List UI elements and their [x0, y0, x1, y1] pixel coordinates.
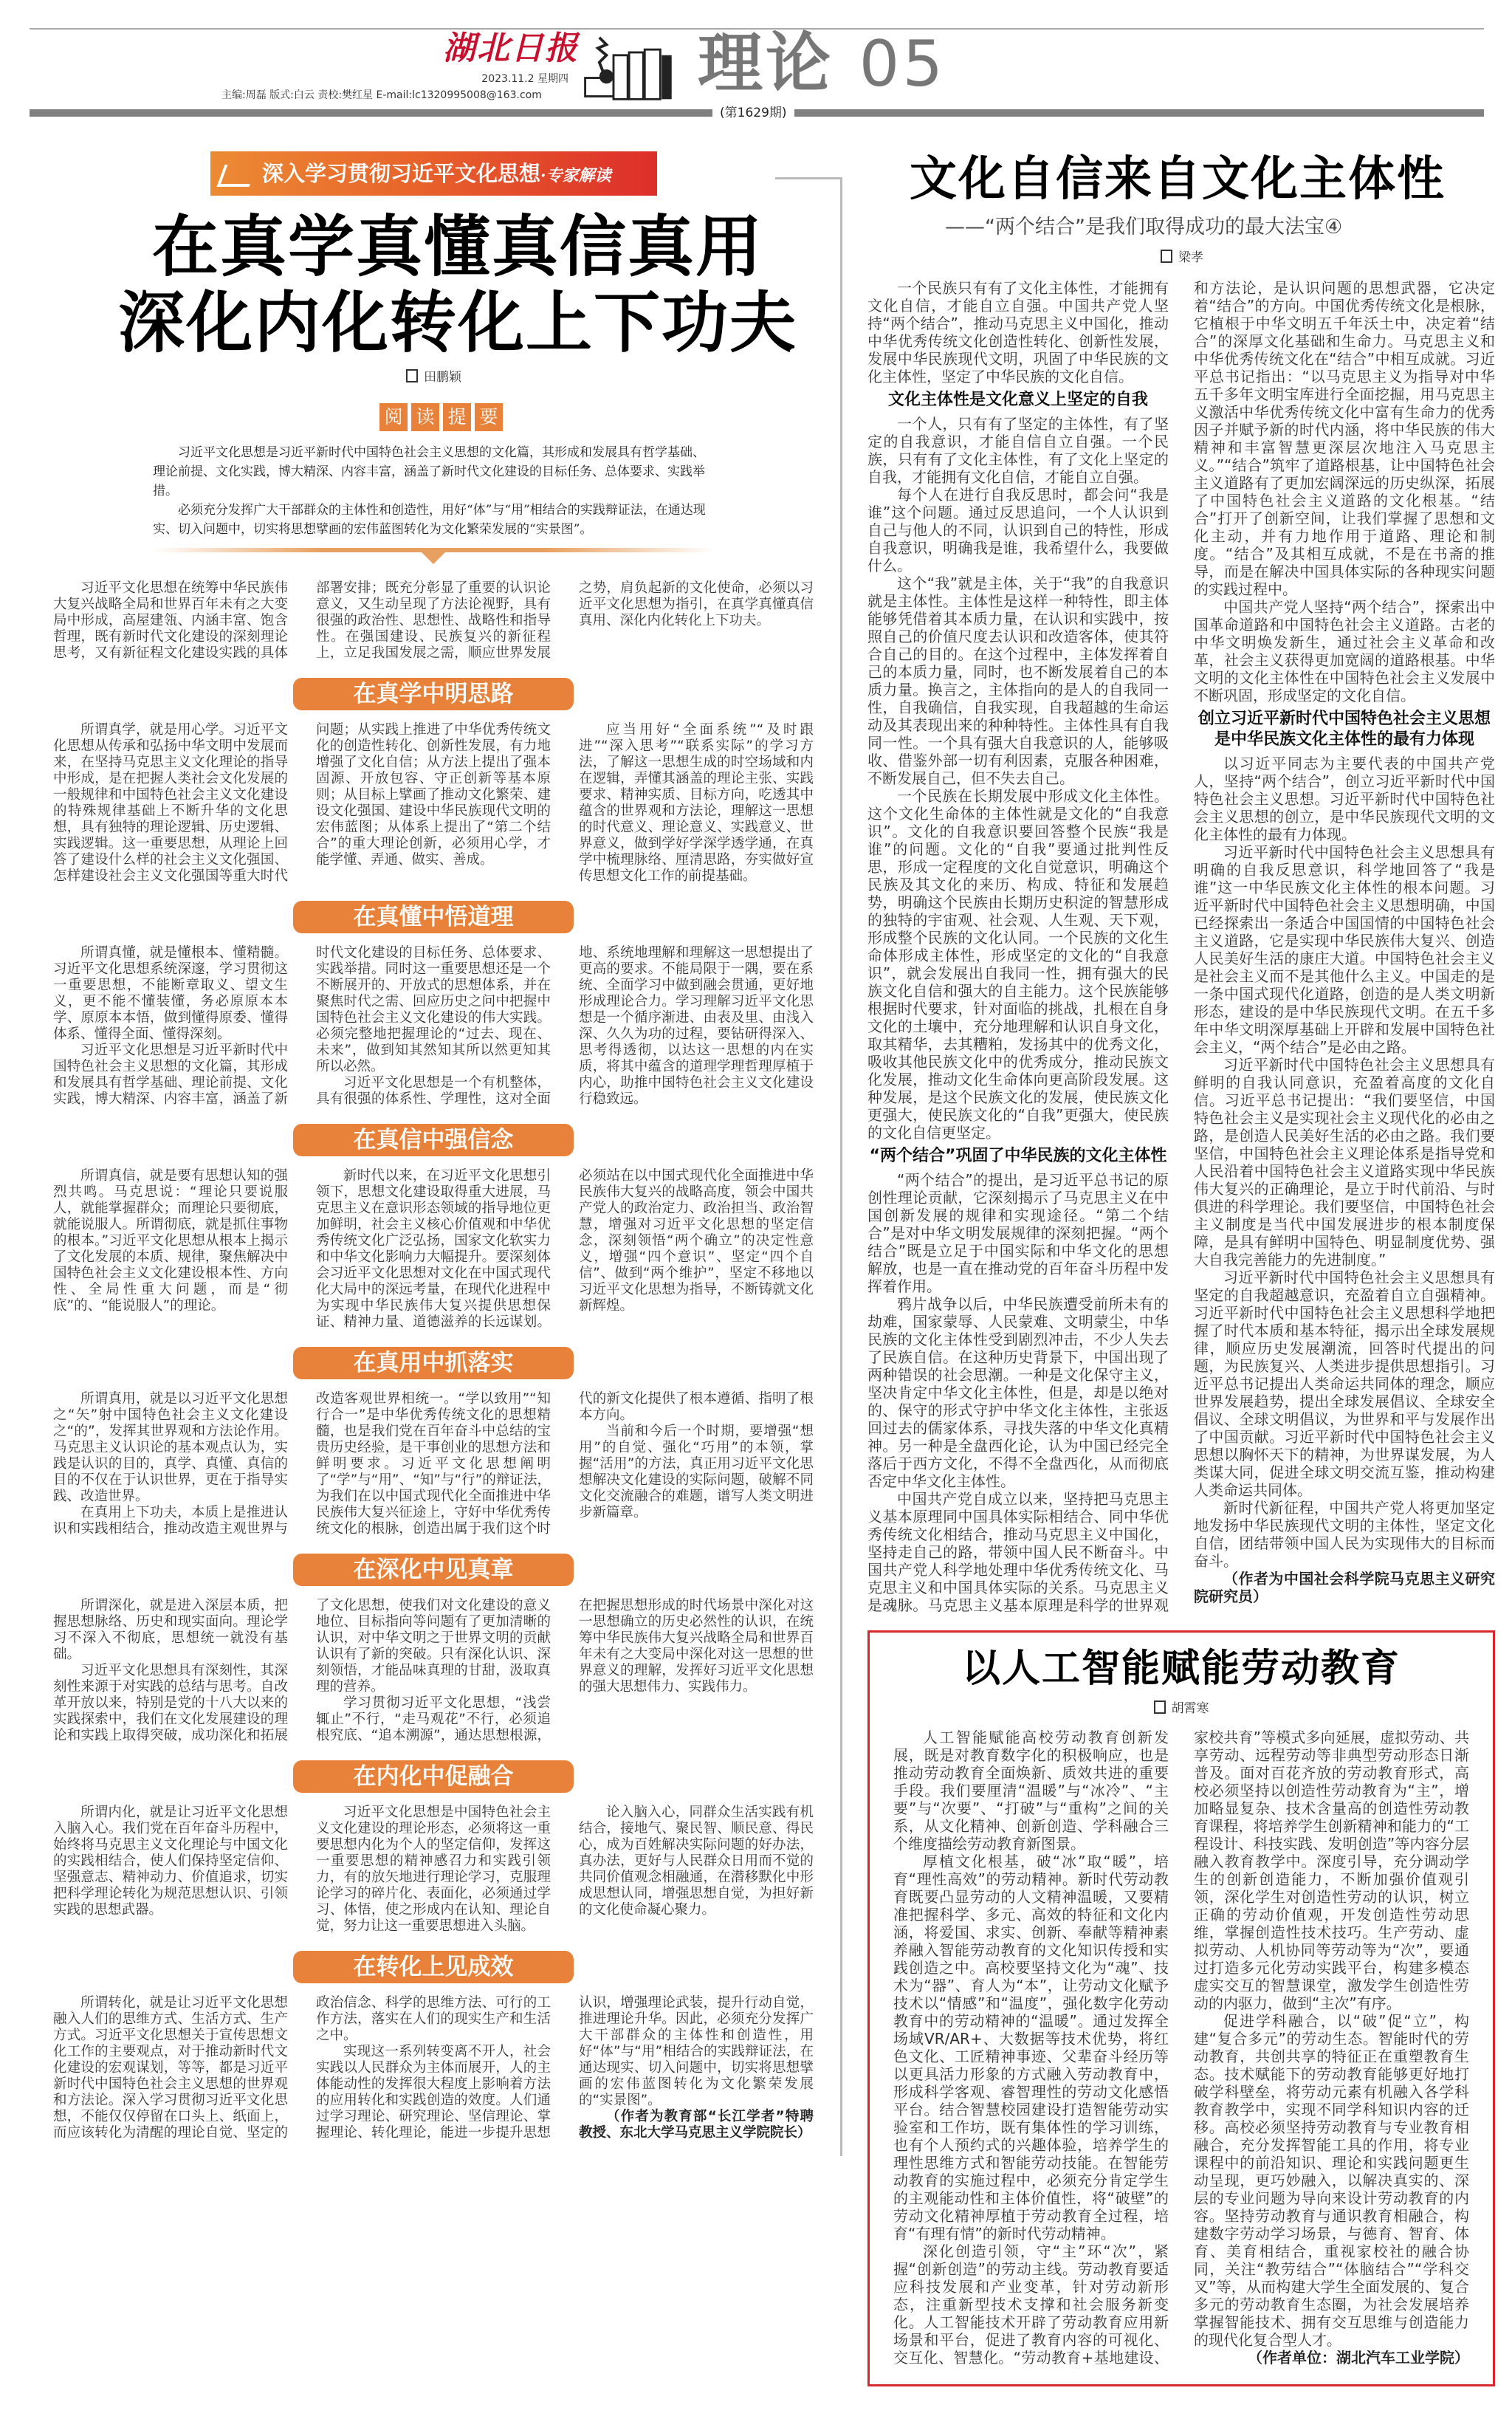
- paragraph: 鸦片战争以后，中华民族遭受前所未有的劫难，国家蒙辱、人民蒙难、文明蒙尘，中华民族的文化主体性受到剧烈冲击，不少人失去了民族自信。在这种历史背景下，中国出现了两种错误的社会思潮。一种是文化保守主义，坚决肯定中华文化主体性，但是，却是以绝对的、保守的形式守护中华文化主体性，主张返回过去的儒家体系，寻找失落的中华文化真精神。另一种是全盘西化论，认为中国已经完全落后于西方文化，不得不全盘西化，从而彻底否定中华文化主体性。: [867, 1295, 1169, 1490]
- paragraph: 一个人，只有有了坚定的主体性，有了坚定的自我意识，才能自信自立自强。一个民族，只有有了文化主体性，有了文化上坚定的自我，才能拥有文化自信，才能自立自强。: [867, 415, 1169, 486]
- book-icon: [217, 165, 258, 187]
- issue-date: 2023.11.2 星期四: [481, 73, 568, 85]
- paragraph: 在真用上下功夫，本质上是推进认识和实践相结合，推动改造主观世界与改造客观世界相统一。“学以致用”“知行合一”是中华优秀传统文化的思想精髓，也是我们党在百年奋斗中总结的宝贵历史经验，是干事创业的思想方法和鲜明要求。习近平文化思想阐明了“学”与“用”、“知”与“行”的辩证法，为我们在以中国式现代化全面推进中华民族伟大复兴征途上，守好中华优秀传统文化的根脉，创造出属于我们这个时代的新文化提供了根本遵循、指明了根本方向。: [53, 1391, 814, 1537]
- author-attribution: （作者为教育部“长江学者”特聘教授、东北大学马克思主义学院院长）: [579, 2109, 814, 2141]
- section-heading: 在真懂中悟道理: [293, 901, 574, 933]
- author-attribution: （作者单位：湖北汽车工业学院）: [1248, 2349, 1469, 2367]
- summary-label-char: 阅: [379, 403, 408, 431]
- paragraph: 新时代以来，在习近平文化思想引领下，思想文化建设取得重大进展，马克思主义在意识形态领域的指导地位更加鲜明，社会主义核心价值观和中华优秀传统文化广泛弘扬，国家文化软实力和中华文化影响力大幅提升。要深刻体会习近平文化思想对文化在中国式现代化大局中的深远考量，在现代化进程中为实现中华民族伟大复兴提供思想保证、精神力量、道德滋养的长远谋划。必须站在以中国式现代化全面推进中华民族伟大复兴的战略高度，领会中国共产党人的政治定力、政治担当、政治智慧，增强对习近平文化思想的坚定信念，深刻领悟“两个确立”的决定性意义，增强“四个意识”、坚定“四个自信”、做到“两个维护”，坚定不移地以习近平文化思想为指导，不断铸就文化新辉煌。: [316, 1168, 814, 1330]
- subheading: “两个结合”巩固了中华民族的文化主体性: [869, 1147, 1167, 1165]
- paragraph: 所谓真学，就是用心学。习近平文化思想从传承和弘扬中华文明中发展而来，在坚持马克思主义文化理论的指导中形成，是在把握人类社会文化发展的一般规律和中国特色社会主义文化建设的特殊规律基础上不断升华的文化思想，具有独特的理论逻辑、历史逻辑、实践逻辑。这一重要思想，从理论上回答了建设什么样的社会主义文化强国、怎样建设社会主义文化强国等重大时代问题；从实践上推进了中华优秀传统文化的创造性转化、创新性发展，有力地增强了文化自信；从方法上提出了强本固源、开放包容、守正创新等基本原则；从目标上擘画了推动文化繁荣、建设文化强国、建设中华民族现代文明的宏伟蓝图；从体系上提出了“第二个结合”的重大理论创新，必须用心学，才能学懂、弄通、做实、善成。: [53, 722, 551, 884]
- paragraph: 必须充分发挥广大干部群众的主体性和创造性，用好“体”与“用”相结合的实践辩证法，在通达现实、切入问题中，切实将思想擘画的宏伟蓝图转化为文化繁荣发展的“实景图”。: [153, 503, 706, 537]
- section-body: [53, 1805, 814, 1935]
- paragraph: 厚植文化根基，破“冰”取“暖”，培育“理性高效”的劳动精神。新时代劳动教育既要凸显劳动的人文精神温暖，又要精准把握科学、多元、高效的特征和文化内涵，将爱国、求实、创新、奉献等精神素养融入智能劳动教育的文化知识传授和实践创造之中。高校要坚持文化为“魂”、技术为“器”、育人为“本”，让劳动文化赋予技术以“情感”和“温度”，强化数字化劳动教育中的劳动精神的“温暖”。通过发挥全场域VR/AR+、大数据等技术优势，将红色文化、工匠精神事迹、父辈奋斗经历等以更具活力形象的方式融入劳动教育中，形成科学客观、睿智理性的劳动文化感悟平台。结合智慧校园建设打造智能劳动实验室和工作坊，既有集体性的学习训练，也有个人预约式的兴趣体验，培养学生的理性思维方式和智能劳动技能。在智能劳动教育的实施过程中，必须充分肯定学生的主观能动性和主体价值性，将“破壁”的劳动文化精神厚植于劳动教育全过程，培育“有理有情”的新时代劳动精神。: [893, 1853, 1169, 2242]
- subheading: 文化主体性是文化意义上坚定的自我: [887, 391, 1148, 409]
- paragraph: 所谓深化，就是进入深层本质，把握思想脉络、历史和现实面向。理论学习不深入不彻底，思想统一就没有基础。: [53, 1598, 288, 1662]
- paragraph: 一个民族在长期发展中形成文化主体性。这个文化生命体的主体性就是文化的“自我意识”。文化的自我意识要回答整个民族“我是谁”的问题。文化的“自我”要通过批判性反思，形成一定程度的文化自觉意识，明确这个民族及其文化的来历、构成、特征和发展趋势，明确这个民族由长期历史积淀的智慧形成的独特的宇宙观、社会观、人生观、天下观，形成整个民族的文化认同。一个民族的文化生命体形成主体性，形成坚定的文化的“自我意识”，就会发展出自我同一性，拥有强大的民族文化自信和强大的自主能力。这个民族能够根据时代要求，针对面临的挑战，扎根在自身文化的土壤中，充分地理解和认识自身文化，取其精华，去其糟粕，发扬其中的优秀文化，吸收其他民族文化中的优秀成分，推动民族文化发展，推动文化生命体向更高阶段发展。这种发展，是这个民族文化的发展，使民族文化更强大，使民族文化的“自我”更强大，使民族的文化自信更坚定。: [867, 787, 1169, 1142]
- byline: [1161, 250, 1203, 266]
- author-attribution: （作者为中国社会科学院马克思主义研究院研究员）: [1194, 1570, 1495, 1605]
- page-section-title: [698, 27, 946, 101]
- paragraph: 习近平文化思想是中国特色社会主义文化建设的理论形态，必须将这一重要思想内化为个人的坚定信仰，发挥这一重要思想的精神感召力和实践引领力，有的放矢地进行理论学习，克服理论学习的碎片化、表面化，必须通过学习、体悟，使之形成内在认知、理论自觉，努力让这一重要思想进入头脑。: [316, 1805, 551, 1934]
- paragraph: 当前和今后一个时期，要增强“想用”的自觉、强化“巧用”的本领，掌握“活用”的方法，真正用习近平文化思想解决文化建设的实际问题，破解不同文化交流融合的难题，谱写人类文明进步新篇章。: [579, 1424, 814, 1520]
- right-column: [867, 279, 1495, 2386]
- section-body: [53, 945, 814, 1108]
- byline: [406, 369, 461, 385]
- paragraph: 深化创造引领，守“主”环“次”，紧握“创新创造”的劳动主线。劳动教育要适应科技发展和产业变革，针对劳动新形态，注重新型技术支撑和社会服务新变化。人工智能技术开辟了劳动教育应用新场景和平台，促进了教育内容的可视化、交互化、智慧化。“劳动教育+基地建设、家校共育”等模式多向延展，虚拟劳动、共享劳动、远程劳动等非典型劳动形态日渐普及。面对百花齐放的劳动教育形式，高校必须坚持以创造性劳动教育为“主”，增加略显复杂、技术含量高的创造性劳动教育课程，将培养学生创新精神和能力的“工程设计、科技实践、发明创造”等内容分层融入教育教学中。深度引导，充分调动学生的创新创造能力，不断加强价值观引领，深化学生对创造性劳动的认识，树立正确的劳动价值观，开发创造性劳动思维，掌握创造性技术技巧。生产劳动、虚拟劳动、人机协同等劳动等为“次”，要通过打造多元化劳动实践平台，构建多模态虚实交互的智慧课堂，激发学生创造性劳动的内驱力，做到“主次”有序。: [893, 1729, 1469, 2367]
- frame-rule-top: [775, 177, 842, 179]
- byline: [893, 1701, 1469, 1717]
- summary-label-char: 读: [411, 403, 439, 431]
- editors-line: 主编:周磊 版式:白云 责校:樊红星 E-mail:lc1320995008@163.com: [221, 89, 542, 101]
- paragraph: 应当用好“全面系统”“及时跟进”“深入思考”“联系实际”的学习方法，了解这一思想生成的时空场域和内在逻辑，弄懂其涵盖的理论主张、实践要求、精神实质、目标方向，吃透其中蕴含的世界观和方法论，理解这一思想的时代意义、理论意义、实践意义、世界意义，做到学好学深学透学通，在真学中梳理脉络、厘清思路，夯实做好宣传思想文化工作的前提基础。: [579, 722, 814, 884]
- paragraph: 习近平文化思想具有深刻性，其深刻性来源于对实践的总结与思考。自改革开放以来，特别是党的十八大以来的实践探索中，我们在文化发展建设的理论和实践上取得突破，成功深化和拓展了文化思想，使我们对文化建设的意义地位、目标指向等问题有了更加清晰的认识，对中华文明之于世界文明的贡献认识有了新的突破。只有深化认识、深刻领悟，才能品味真理的甘甜，汲取真理的营养。: [53, 1598, 551, 1743]
- paragraph: 论入脑入心，同群众生活实践有机结合，接地气、聚民智、顺民意、得民心，成为百姓解决实际问题的好办法，真办法，更好与人民群众日用而不觉的共同价值观念相融通，在潜移默化中形成思想认同，增强思想自觉，为担好新的文化使命凝心聚力。: [579, 1805, 814, 1918]
- paragraph: 这个“我”就是主体，关于“我”的自我意识就是主体性。主体性是这样一种特性，即主体能够凭借着其本质力量，在认识和实践中，按照自己的价值尺度去认识和改造客体，使其符合自己的目的。在这个过程中，主体发挥着自己的本质力量，同时，也不断发展着自己的本质力量。换言之，主体指向的是人的自我同一性，自我确信，自我实现，自我超越的生命运动及其表现出来的种种特性。主体性具有自我同一性。一个具有强大自我意识的人，能够吸收、借鉴外部一切有利因素，克服各种困难，不断发展自己，但不失去自己。: [867, 574, 1169, 787]
- paragraph: 所谓转化，就是让习近平文化思想融入人们的思维方式、生活方式、生产方式。习近平文化思想关于宣传思想文化工作的主要观点，对于推动新时代文化建设的宏观谋划，等等，都是习近平新时代中国特色社会主义思想的世界观和方法论。深入学习贯彻习近平文化思想，不能仅仅停留在口头上、纸面上，而应该转化为清醒的理论自觉、坚定的政治信念、科学的思维方法、可行的工作方法，落实在人们的现实生产和生活之中。: [53, 1995, 551, 2141]
- left-article-body: [53, 443, 814, 2141]
- paragraph: 新时代新征程，中国共产党人将更加坚定地发扬中华民族现代文明的主体性，坚定文化自信，团结带领中国人民为实现伟大的目标而奋斗。: [1194, 1499, 1495, 1570]
- page-number: 05: [859, 27, 946, 101]
- author-name: 梁孝: [1178, 250, 1203, 265]
- paragraph: 以习近平同志为主要代表的中国共产党人，坚持“两个结合”，创立习近平新时代中国特色社会主义思想。习近平新时代中国特色社会主义思想的创立，是中华民族现代文明的文化主体性的最有力体现。: [1194, 755, 1495, 843]
- paragraph: 所谓内化，就是让习近平文化思想入脑入心。我们党在百年奋斗历程中，始终将马克思主义文化理论与中国文化的实践相结合，使人们保持坚定信仰、坚强意志、精神动力、价值追求，切实把科学理论转化为规范思想认识、引领实践的思想武器。: [53, 1805, 288, 1918]
- summary-label: [379, 403, 503, 431]
- headline-line-1: 在真学真懂真信真用: [152, 208, 763, 286]
- section-body: [53, 1598, 814, 1744]
- right-article-body: [867, 279, 1495, 1614]
- section-body: [53, 722, 814, 885]
- section-name: 理论: [698, 25, 834, 101]
- column-banner: [210, 151, 657, 196]
- intro-text: [53, 580, 814, 662]
- summary-divider: [153, 545, 714, 570]
- paragraph: 习近平新时代中国特色社会主义思想具有明确的自我反思意识，科学地回答了“我是谁”这一中华民族文化主体性的根本问题。习近平新时代中国特色社会主义思想明确，中国已经探索出一条适合中国国情的中国特色社会主义道路，它是实现中华民族伟大复兴、创造人民美好生活的康庄大道。中国特色社会主义是社会主义而不是其他什么主义。中国走的是一条中国式现代化道路，创造的是人类文明新形态，建设的是中华民族现代文明。在五千多年中华文明深厚基础上开辟和发展中国特色社会主义，“两个结合”是必由之路。: [1194, 843, 1495, 1056]
- paragraph: 中国共产党自成立以来，坚持把马克思主义基本原理同中国具体实际相结合、同中华优秀传统文化相结合，推动马克思主义中国化，坚持走自己的路，带领中国人民不断奋斗。中国共产党人科学地处理中华优秀传统文化、马克思主义和中国具体实际的关系。马克思主义是魂脉。马克思主义基本原理是科学的世界观和方法论，是认识问题的思想武器，它决定着“结合”的方向。中国优秀传统文化是根脉，它植根于中华文明五千年沃土中，决定着“结合”的深厚文化基础和生命力。马克思主义和中华优秀传统文化在“结合”中相互成就。习近平总书记指出：“以马克思主义为指导对中华五千多年文明宝库进行全面挖掘，用马克思主义激活中华优秀传统文化中富有生命力的优秀因子并赋予新的时代内涵，将中华民族的伟大精神和丰富智慧更深层次地注入马克思主义。”“结合”筑牢了道路根基，让中国特色社会主义道路有了更加宏阔深远的历史纵深，拓展了中国特色社会主义道路的文化根基。“结合”打开了创新空间，让我们掌握了思想和文化主动，并有力地作用于道路、理论和制度。“结合”及其相互成就，不是在书斋的推导，而是在解决中国具体实际的各种现实问题的实践过程中。: [867, 279, 1495, 1614]
- author-name: 田鹏颖: [424, 370, 461, 385]
- summary-label-char: 提: [443, 403, 471, 431]
- right-headline: 文化自信来自文化主体性: [910, 151, 1446, 207]
- byline-box-icon: [1161, 250, 1172, 263]
- subheading: 创立习近平新时代中国特色社会主义思想是中华民族文化主体性的最有力体现: [1197, 710, 1491, 749]
- paragraph: 所谓真懂，就是懂根本、懂精髓。习近平文化思想系统深邃，学习贯彻这一重要思想，不能断章取义、望文生义，更不能不懂装懂，务必原原本本学、原原本本悟，做到懂得原委、懂得体系、懂得全面、懂得深刻。: [53, 945, 288, 1042]
- section-heading: 在内化中促融合: [293, 1760, 574, 1793]
- summary-label-char: 要: [475, 403, 503, 431]
- newspaper-logo: 湖北日报: [443, 30, 579, 67]
- paragraph: 习近平文化思想是习近平新时代中国特色社会主义思想的文化篇，其形成和发展具有哲学基础、理论前提、文化实践，博大精深、内容丰富，涵盖了新时代文化建设的目标任务、总体要求、实践举措。: [153, 445, 705, 498]
- paragraph: 习近平新时代中国特色社会主义思想具有鲜明的自我认同意识，充盈着高度的文化自信。习近平总书记提出：“我们要坚信，中国特色社会主义是实现社会主义现代化的必由之路，是创造人民美好生活的必由之路。我们要坚信，中国特色社会主义理论体系是指导党和人民沿着中国特色社会主义道路实现中华民族伟大复兴的正确理论，是立于时代前沿、与时俱进的科学理论。我们要坚信，中国特色社会主义制度是当代中国发展进步的根本制度保障，是具有鲜明中国特色、明显制度优势、强大自我完善能力的先进制度。”: [1194, 1056, 1495, 1269]
- summary-arrow-icon: [417, 548, 450, 564]
- byline-box-icon: [406, 369, 418, 382]
- section-heading: 在转化上见成效: [293, 1951, 574, 1983]
- right-subtitle: ——“两个结合”是我们取得成功的最大法宝④: [945, 216, 1343, 238]
- column-banner-title: 深入学习贯彻习近平文化思想: [262, 161, 541, 186]
- paragraph: 促进学科融合，以“破”促“立”，构建“复合多元”的劳动生态。智能时代的劳动教育，共创共享的特征正在重塑教育生态。技术赋能下的劳动教育能够更好地打破学科壁垒，将劳动元素有机融入各学科教育教学中，实现不同学科知识内容的迁移。高校必须坚持劳动教育与专业教育相融合，充分发挥智能工具的作用，将专业课程中的前沿知识、理论和实践问题更生动呈现，更巧妙融入，以解决真实的、深层的专业问题为导向来设计劳动教育的内容。坚持劳动教育与通识教育相融合，构建数字劳动学习场景，与德育、智育、体育、美育相结合，重视家校社的融合协同，关注“教劳结合”“体脑结合”“学科交叉”等，从而构建大学生全面发展的、复合多元的劳动教育生态圈，为社会发展培养掌握智能技术、拥有交互思维与创造能力的现代化复合型人才。: [1194, 2012, 1469, 2349]
- paragraph: “两个结合”的提出，是习近平总书记的原创性理论贡献，它深刻揭示了马克思主义在中国创新发展的规律和实现途径。“第二个结合”是对中华文明发展规律的深刻把握。“两个结合”既是立足于中国实际和中华文化的思想解放，也是一直在推动党的百年奋斗历程中发挥着作用。: [867, 1171, 1169, 1295]
- paragraph: 一个民族只有有了文化主体性，才能拥有文化自信，才能自立自强。中国共产党人坚持“两个结合”，推动马克思主义中国化，推动中华优秀传统文化创造性转化、创新性发展，发展中华民族现代文明，巩固了中华民族的文化主体性，坚定了中华民族的文化自信。: [867, 279, 1169, 385]
- section-heading: 在真学中明思路: [293, 678, 574, 710]
- left-sections: [53, 678, 814, 2141]
- headline-line-2: 深化内化转化上下功夫: [118, 284, 797, 362]
- frame-rule-right: [840, 177, 842, 2156]
- author-name: 胡霄寒: [1171, 1701, 1209, 1716]
- paragraph: 习近平文化思想是习近平新时代中国特色社会主义思想的文化篇，其形成和发展具有哲学基础、理论前提、文化实践，博大精深、内容丰富，涵盖了新时代文化建设的目标任务、总体要求、实践举措。同时这一重要思想还是一个不断展开的、开放式的思想体系，并在聚焦时代之需、回应历史之问中把握中国特色社会主义文化建设的伟大实践。必须完整地把握理论的“过去、现在、未来”，做到知其然知其所以然更知其所以必然。: [53, 945, 551, 1107]
- paragraph: 习近平新时代中国特色社会主义思想具有坚定的自我超越意识，充盈着自立自强精神。习近平新时代中国特色社会主义思想科学地把握了时代本质和基本特征，揭示出全球发展规律，顺应历史发展潮流，回答时代提出的问题，为民族复兴、人类进步提供思想指引。习近平总书记提出人类命运共同体的理念，顺应世界发展趋势，提出全球发展倡议、全球安全倡议、全球文明倡议，为世界和平与发展作出了中国贡献。习近平新时代中国特色社会主义思想以胸怀天下的精神，为世界谋发展，为人类谋大同，促进全球文明交流互鉴，推动构建人类命运共同体。: [1194, 1269, 1495, 1499]
- paragraph: 实现这一系列转变离不开人，社会实践以人民群众为主体而展开，人的主体能动性的发挥很大程度上影响着方法的应用转化和实践创造的效度。人们通过学习理论、研究理论、坚信理论、掌握理论、转化理论，能进一步提升思想认识，增强理论武装，提升行动自觉，推进理论升华。因此，必须充分发挥广大干部群众的主体性和创造性，用好“体”与“用”相结合的实践辩证法，在通达现实、切入问题中，切实将思想擘画的宏伟蓝图转化为文化繁荣发展的“实景图”。: [316, 1995, 814, 2141]
- paragraph: 所谓真信，就是要有思想认知的强烈共鸣。马克思说：“理论只要说服人，就能掌握群众；而理论只要彻底，就能说服人。所谓彻底，就是抓住事物的根本。”习近平文化思想从根本上揭示了文化发展的本质、规律，聚焦解决中国特色社会主义文化建设根本性、方向性、全局性重大问题，而是“彻底”的、“能说服人”的理论。: [53, 1168, 288, 1314]
- section-heading: 在真信中强信念: [293, 1124, 574, 1156]
- section-heading: 在真用中抓落实: [293, 1347, 574, 1379]
- paragraph: 习近平文化思想在统筹中华民族伟大复兴战略全局和世界百年未有之大变局中形成，高屋建瓴、内涵丰富、饱含哲理，既有新时代文化建设的深刻理论思考，又有新征程文化建设实践的具体部署安排；既充分彰显了重要的认识论意义，又生动呈现了方法论视野，具有很强的政治性、思想性、战略性和指导性。在强国建设、民族复兴的新征程上，立足我国发展之需，顺应世界发展之势，肩负起新的文化使命，必须以习近平文化思想为指引，在真学真懂真信真用、深化内化转化上下功夫。: [53, 580, 814, 661]
- books-illustration-icon: [576, 34, 687, 105]
- section-heading: 在深化中见真章: [293, 1554, 574, 1586]
- paragraph: 习近平文化思想是一个有机整体，具有很强的体系性、学理性，这对全面地、系统地理解和理解这一思想提出了更高的要求。不能局限于一隅，要在系统、全面学习中做到融会贯通，更好地形成理论合力。学习理解习近平文化思想是一个循序渐进、由表及里、由浅入深、久久为功的过程，要钻研得深入、思考得透彻，以达这一思想的内在实质，将其中蕴含的道理学理哲理厚植于内心，助推中国特色社会主义文化建设行稳致远。: [316, 945, 814, 1107]
- ai-article-body: [893, 1729, 1469, 2367]
- ai-article-frame: [867, 1630, 1495, 2386]
- section-body: [53, 1168, 814, 1331]
- issue-number: (第1629期): [712, 106, 794, 120]
- paragraph: 所谓真用，就是以习近平文化思想之“矢”射中国特色社会主义文化建设之“的”，发挥其世界观和方法论作用。马克思主义认识论的基本观点认为，实践是认识的目的，真学、真懂、真信的目的不仅在于认识世界，更在于指导实践、改造世界。: [53, 1391, 288, 1504]
- section-body: [53, 1995, 814, 2141]
- ai-headline: 以人工智能赋能劳动教育: [961, 1646, 1401, 1691]
- byline-box-icon: [1154, 1701, 1166, 1714]
- paragraph: 中国共产党人坚持“两个结合”，探索出中国革命道路和中国特色社会主义道路。古老的中华文明焕发新生，通过社会主义革命和改革，社会主义获得更加宽阔的道路根基。中华文明的文化主体性在中国特色社会主义发展中不断巩固，形成坚定的文化自信。: [1194, 598, 1495, 704]
- paragraph: 人工智能赋能高校劳动教育创新发展，既是对教育数字化的积极响应，也是推动劳动教育全面焕新、质效共进的重要手段。我们要厘清“温暖”与“冰冷”、“主要”与“次要”、“打破”与“重构”之间的关系，从文化精神、创新创造、学科融合三个维度描绘劳动教育新图景。: [893, 1729, 1169, 1853]
- paragraph: 学习贯彻习近平文化思想，“浅尝辄止”不行，“走马观花”不行，必须追根究底、“追本溯源”，通达思想根源，在把握思想形成的时代场景中深化对这一思想确立的历史必然性的认识，在统筹中华民族伟大复兴战略全局和世界百年未有之大变局中深化对这一思想的世界意义的理解，发挥好习近平文化思想的强大思想伟力、实践伟力。: [316, 1598, 814, 1743]
- summary-text: [153, 443, 714, 539]
- column-banner-sub: ·专家解读: [540, 166, 611, 185]
- paragraph: 每个人在进行自我反思时，都会问“我是谁”这个问题。通过反思追问，一个人认识到自己与他人的不同，认识到自己的特性，形成自我意识，明确我是谁，我希望什么，我要做什么。: [867, 486, 1169, 574]
- section-body: [53, 1391, 814, 1537]
